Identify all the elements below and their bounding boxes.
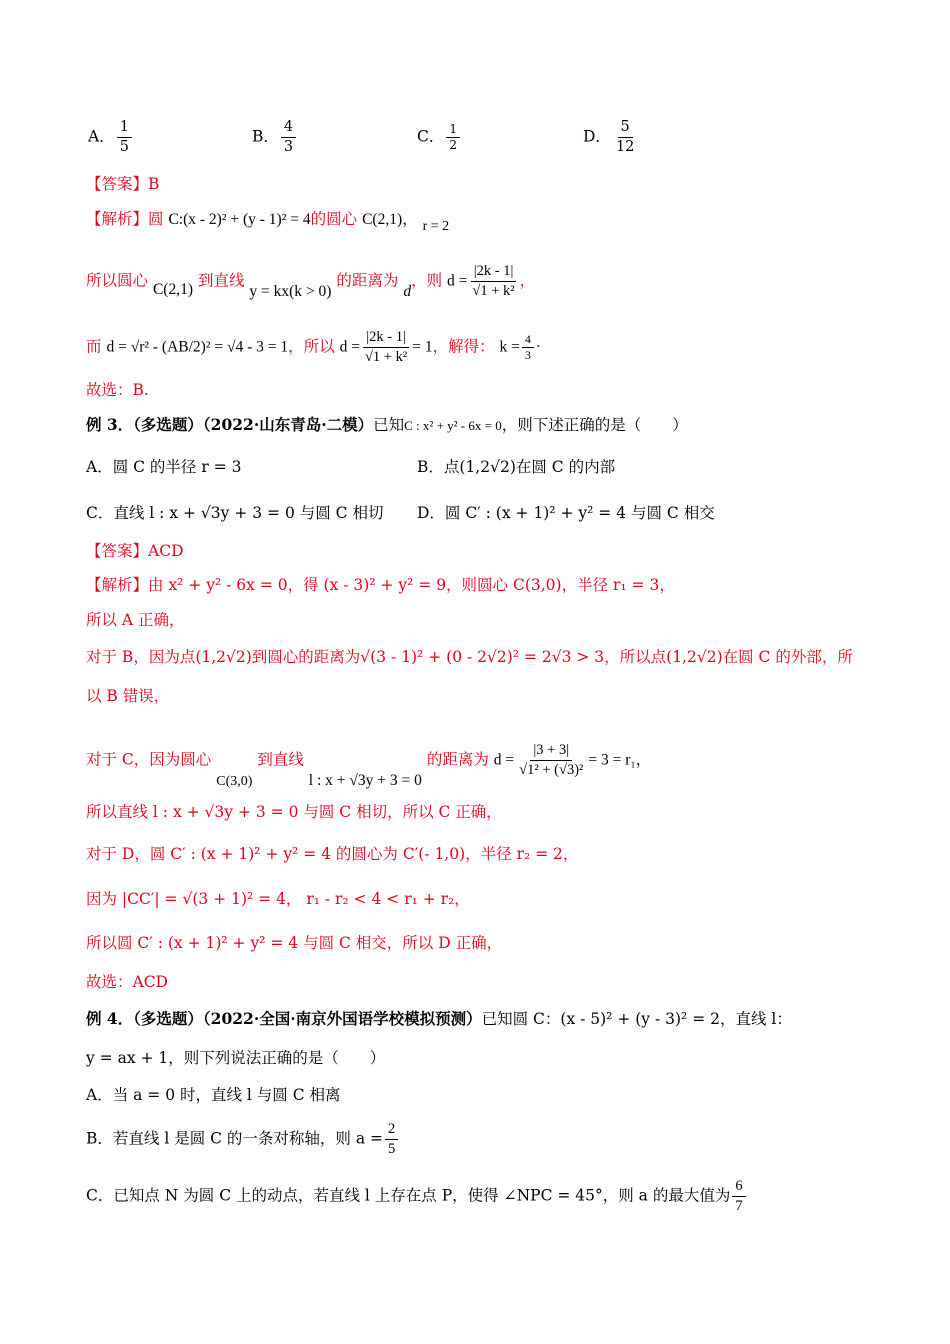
ex3-analysis-line3: 对于 B，因为点(1,2√2)到圆心的距离为√(3 - 1)² + (0 - 2√2)² = 2√3 > 3，所以点(1,2√2)在圆 C 的外部，所 bbox=[86, 648, 853, 666]
option-a: A． $\frac{1}{5}$ bbox=[88, 118, 134, 157]
ex3-title: 例 3．（多选题）（2022·山东青岛·二模）已知C : x² + y² - 6x = 0，则下述正确的是（ ） bbox=[86, 415, 688, 434]
ex3-analysis-line1: 【解析】由 x² + y² - 6x = 0，得 (x - 3)² + y² = 9，则圆心 C(3,0)，半径 r₁ = 3， bbox=[86, 576, 675, 594]
ex3-answer: 【答案】ACD bbox=[86, 542, 184, 560]
ex3-analysis-line9: 所以圆 C′ : (x + 1)² + y² = 4 与圆 C 相交，所以 D 正确， bbox=[86, 934, 503, 952]
ex2-analysis-line2: 所以圆心 C(2,1) 到直线 y = kx(k > 0) 的距离为 d，则 d = $\frac{|2k - 1|}{\text{√1 + k²}}$ ， bbox=[86, 263, 536, 300]
ex3-analysis-line2: 所以 A 正确， bbox=[86, 611, 185, 629]
ex3-analysis-line5: 对于 C，因为圆心 C(3,0) 到直线 l : x + √3y + 3 = 0 的距离为 d = $\frac{|3 + 3|}{\text{√1² + (√3)²}}$ = 3 = r₁， bbox=[86, 742, 652, 789]
ex2-choose: 故选：B. bbox=[86, 381, 149, 399]
ex4-option-b: B．若直线 l 是圆 C 的一条对称轴，则 a = $\frac{2}{5}$ bbox=[86, 1120, 400, 1159]
ex3-option-b: B．点(1,2√2)在圆 C 的内部 bbox=[417, 458, 616, 476]
option-b: B． $\frac{4}{3}$ bbox=[252, 118, 298, 157]
ex3-analysis-line6: 所以直线 l : x + √3y + 3 = 0 与圆 C 相切，所以 C 正确， bbox=[86, 803, 502, 821]
ex4-title: 例 4．（多选题）（2022·全国·南京外国语学校模拟预测）已知圆 C：(x - 5)² + (y - 3)² = 2，直线 l： bbox=[86, 1009, 792, 1028]
ex2-analysis-line3: 而 d = √r² - (AB/2)² = √4 - 3 = 1，所以 d = $\frac{|2k - 1|}{\text{√1 + k²}}$ = 1，解得： k = $\frac{4}{3}$ · bbox=[86, 329, 541, 365]
option-d: D． $\frac{5}{12}$ bbox=[583, 119, 635, 155]
option-c: C． $\frac{1}{2}$ bbox=[417, 122, 462, 153]
ex2-analysis-line1: 【解析】圆 C:(x - 2)² + (y - 1)² = 4的圆心 C(2,1)， r = 2 bbox=[86, 210, 450, 234]
ex3-analysis-line8: 因为 |CC′| = √(3 + 1)² = 4， r₁ - r₂ < 4 < r₁ + r₂， bbox=[86, 890, 470, 908]
ex4-option-c: C．已知点 N 为圆 C 上的动点，若直线 l 上存在点 P，使得 ∠NPC = 45°，则 a 的最大值为 $\frac{6}{7}$ bbox=[86, 1177, 748, 1216]
ex3-option-a: A．圆 C 的半径 r = 3 bbox=[86, 458, 242, 476]
ex2-answer: 【答案】B bbox=[86, 175, 160, 193]
ex3-option-c: C．直线 l : x + √3y + 3 = 0 与圆 C 相切 bbox=[86, 504, 384, 522]
ex4-option-a: A．当 a = 0 时，直线 l 与圆 C 相离 bbox=[86, 1086, 341, 1104]
ex3-analysis-line4: 以 B 错误， bbox=[86, 687, 170, 705]
ex3-option-d: D．圆 C′ : (x + 1)² + y² = 4 与圆 C 相交 bbox=[417, 504, 715, 522]
ex3-choose: 故选：ACD bbox=[86, 973, 168, 991]
ex4-title-cont: y = ax + 1，则下列说法正确的是（ ） bbox=[86, 1049, 386, 1067]
ex3-analysis-line7: 对于 D，圆 C′ : (x + 1)² + y² = 4 的圆心为 C′(- 1,0)，半径 r₂ = 2， bbox=[86, 845, 579, 863]
